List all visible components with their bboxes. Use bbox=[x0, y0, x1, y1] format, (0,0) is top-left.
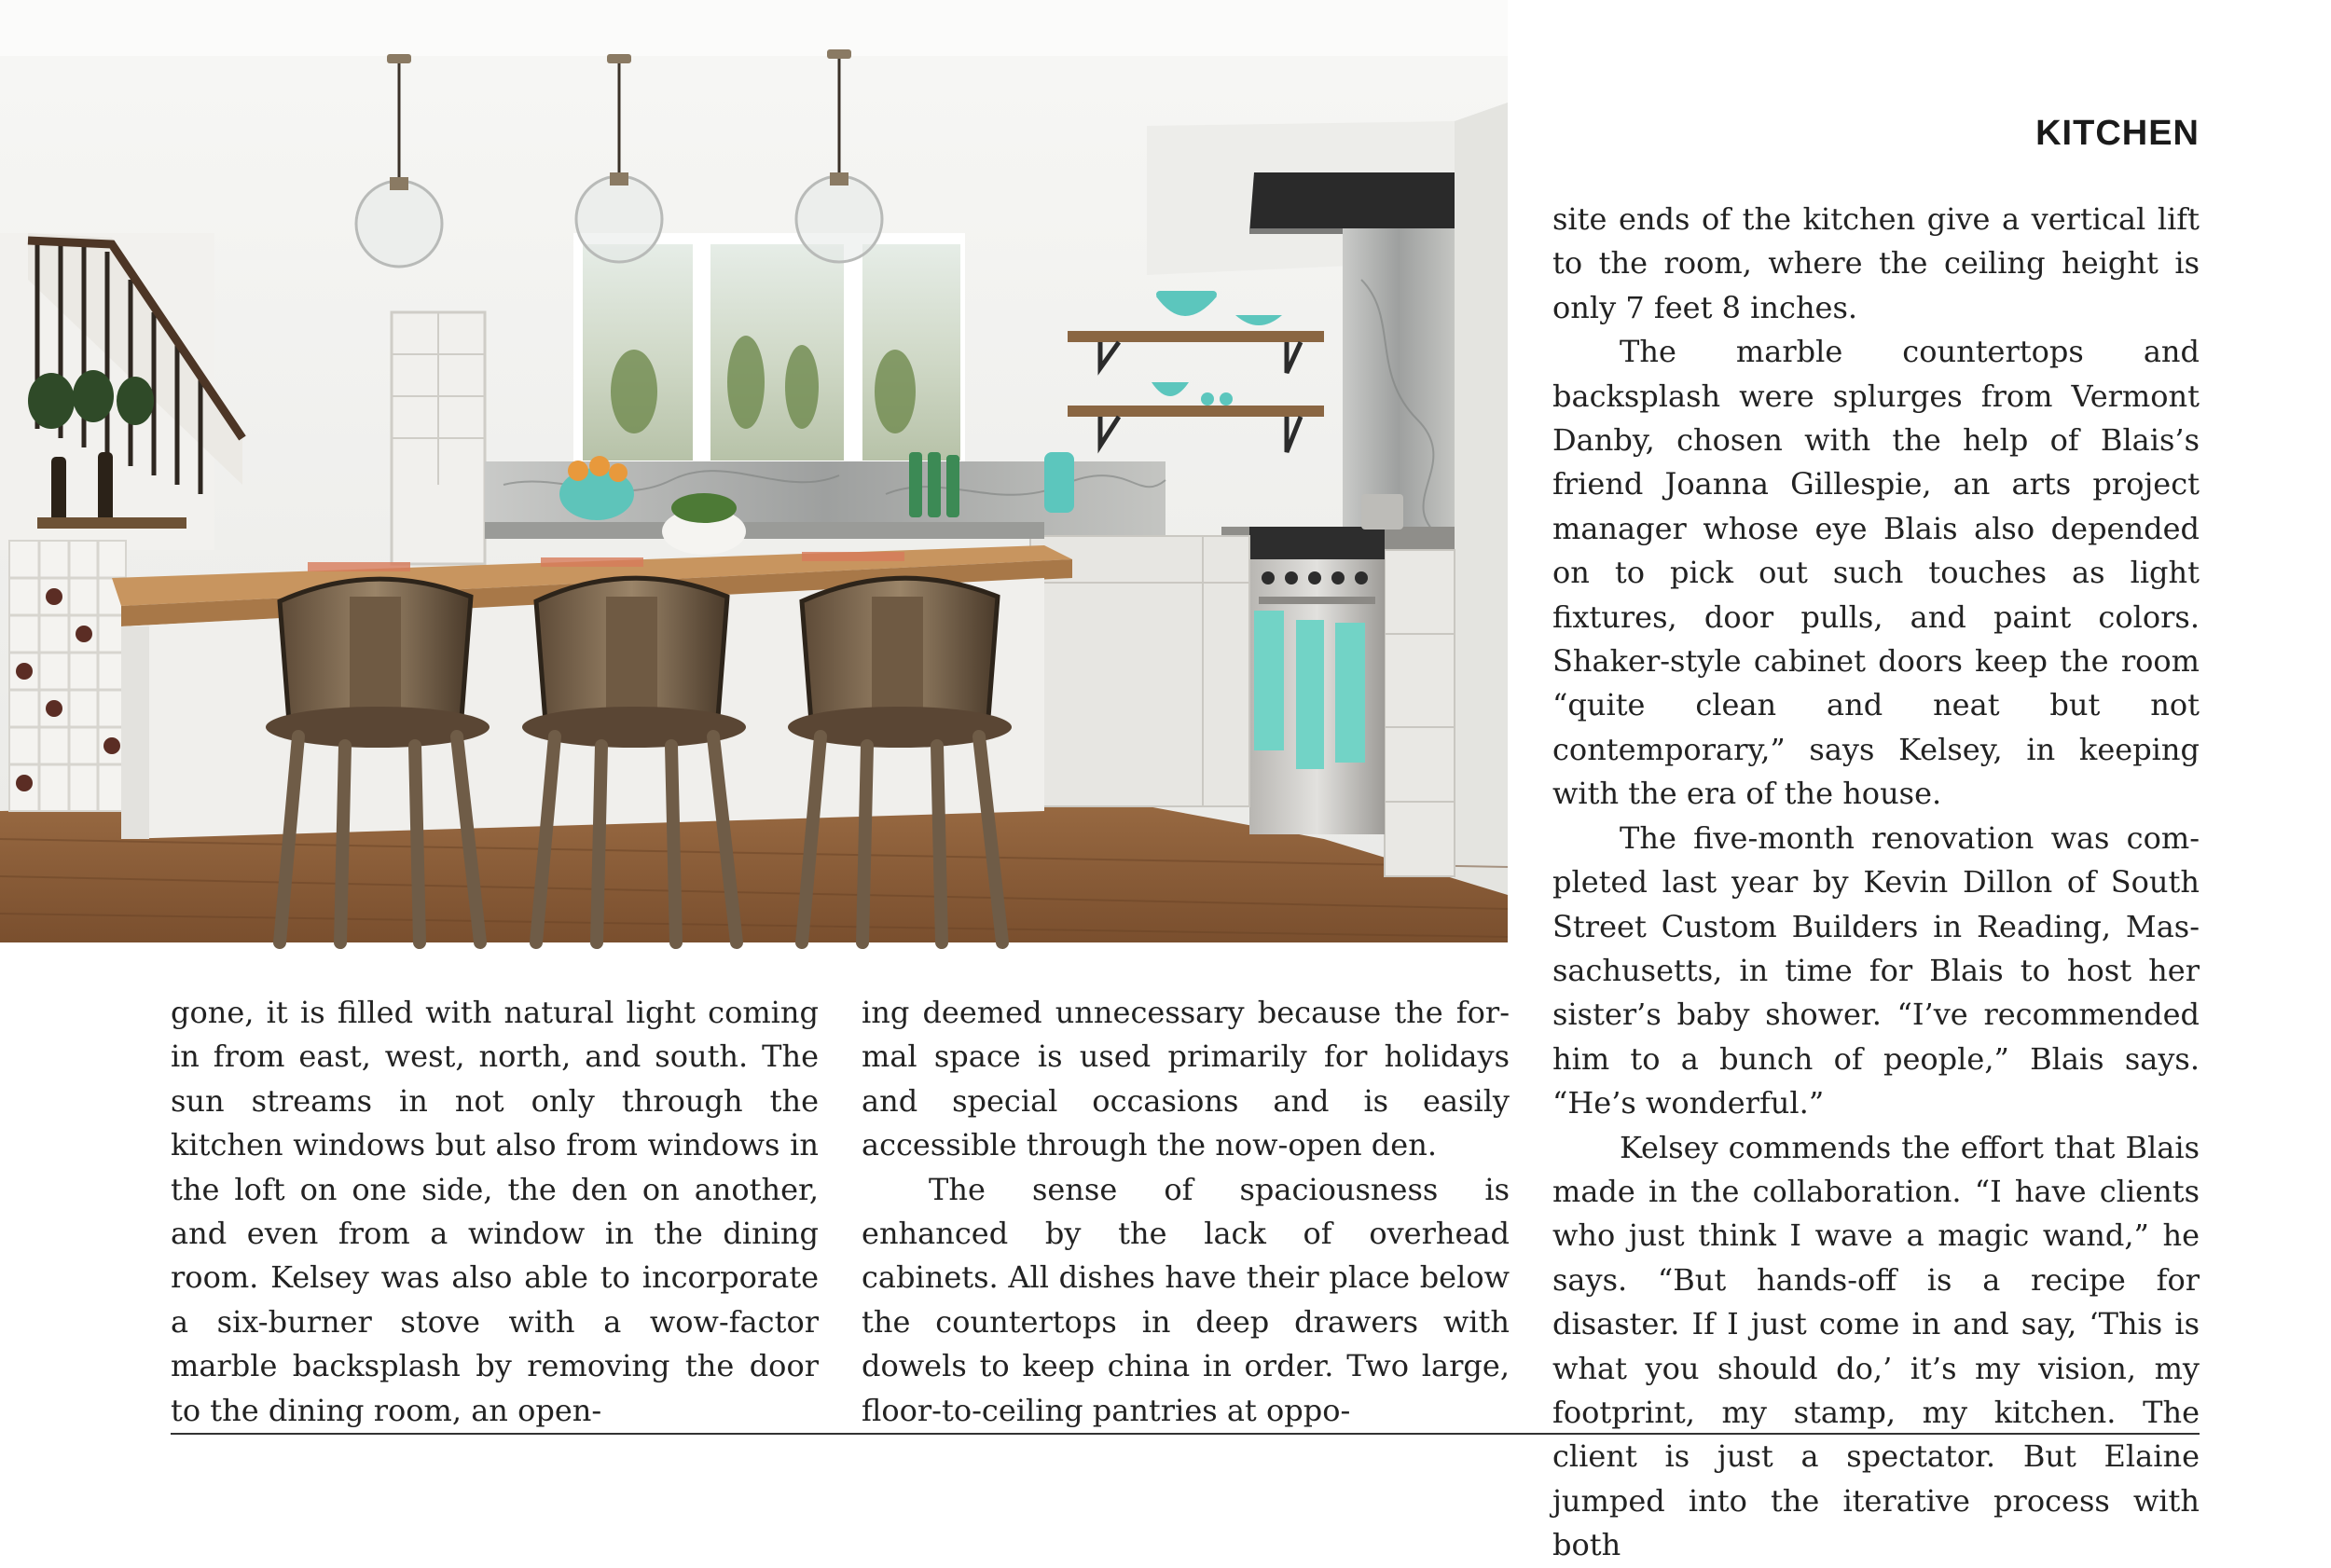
kitchen-photo bbox=[0, 0, 1508, 942]
article-column-1 bbox=[171, 991, 819, 1433]
paragraph: ing deemed unnecessary because the formal space is used primarily for holidays and special occasions and is easily accessible through the now-open den. bbox=[862, 995, 1510, 1163]
paragraph: site ends of the kitchen give a vertical lift to the room, where the ceiling height is only 7 feet 8 inches. bbox=[1552, 201, 2200, 325]
paragraph: The five-month renovation was completed last year by Kevin Dillon of South Street Custom Builders in Reading, Massachusetts, in time for Blais to host her sister’s baby shower. “I’ve recommended him to a bunch of people,” Blais says. “He’s wonderful.” bbox=[1552, 819, 2200, 1121]
paragraph: The sense of spaciousness is enhanced by the lack of overhead cabinets. All dishes have their place below the countertops in deep drawers with dowels to keep china in order. Two large, floor-to-ceiling pantries at oppo- bbox=[862, 1171, 1510, 1428]
article-column-2 bbox=[862, 991, 1510, 1433]
article-column-3 bbox=[1552, 198, 2200, 1568]
paragraph: The marble countertops and backsplash were splurges from Vermont Danby, chosen with the help of Blais’s friend Joanna Gillespie, an arts project manager whose eye Blais also depended on to pick out such touches as light fixtures, door pulls, and paint colors. Shaker-style cabinet doors keep the room “quite clean and neat but not contemporary,” says Kelsey, in keeping with the era of the house. bbox=[1552, 334, 2200, 812]
section-label: KITCHEN bbox=[2035, 114, 2200, 153]
paragraph: gone, it is filled with natural light coming in from east, west, north, and south. The sun streams in not only through the kitchen windows but also from windows in the loft on one side, the den on another, and even from a window in the dining room. Kelsey was also able to incorporate a six-burner stove with a wow-factor marble backsplash by removing the door to the dining room, an open- bbox=[171, 995, 819, 1428]
paragraph: Kelsey commends the effort that Blais made in the collaboration. “I have clients who just think I wave a magic wand,” he says. “But hands-off is a recipe for disaster. If I just come in and say, ‘This is what you should do,’ it’s my vision, my footprint, my stamp, my kitchen. The client is just a spectator. But Elaine jumped into the iterative process with both bbox=[1552, 1129, 2200, 1563]
footer-rule bbox=[171, 1433, 2200, 1435]
